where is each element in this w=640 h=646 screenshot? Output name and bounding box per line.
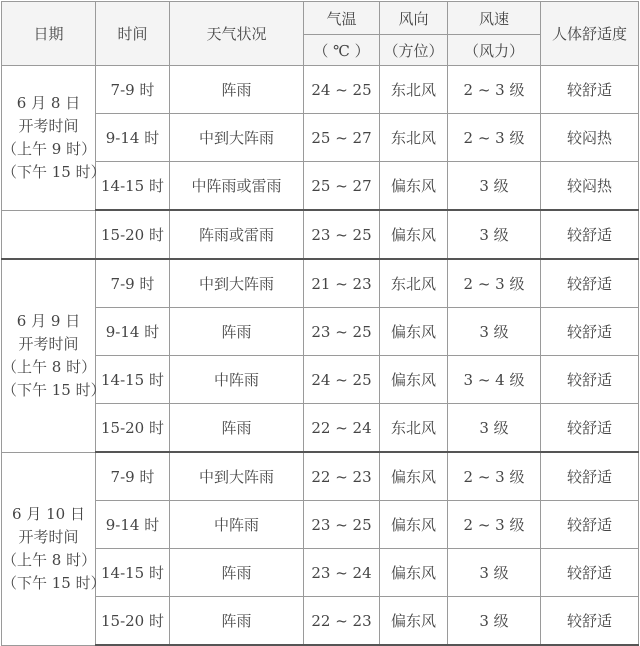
date-cell — [2, 210, 96, 259]
comfort-cell: 较舒适 — [541, 308, 639, 356]
temp-cell: 21 ~ 23 — [304, 259, 380, 308]
header-date: 日期 — [2, 2, 96, 66]
header-wind-dir: 风向 — [380, 2, 448, 35]
date-line: 开考时间 — [18, 334, 79, 353]
date-line: （下午 15 时） — [2, 380, 106, 399]
date-line: （下午 15 时） — [2, 573, 106, 592]
wind-speed-cell: 3 ~ 4 级 — [448, 356, 541, 404]
header-comfort: 人体舒适度 — [541, 2, 639, 66]
wind-speed-cell: 3 级 — [448, 597, 541, 646]
comfort-cell: 较闷热 — [541, 114, 639, 162]
comfort-cell: 较舒适 — [541, 549, 639, 597]
wind-speed-cell: 3 级 — [448, 404, 541, 453]
weather-cell: 阵雨 — [170, 549, 304, 597]
comfort-cell: 较舒适 — [541, 356, 639, 404]
temp-cell: 23 ~ 25 — [304, 501, 380, 549]
temp-cell: 24 ~ 25 — [304, 356, 380, 404]
wind-speed-cell: 2 ~ 3 级 — [448, 66, 541, 114]
header-wind-dir-unit: （方位） — [380, 35, 448, 66]
header-temp-unit: （ ℃ ） — [304, 35, 380, 66]
temp-cell: 23 ~ 25 — [304, 210, 380, 259]
table-row — [2, 114, 639, 162]
date-line: （上午 8 时） — [2, 357, 97, 376]
weather-cell: 中阵雨 — [170, 501, 304, 549]
comfort-cell: 较舒适 — [541, 404, 639, 453]
wind-speed-cell: 2 ~ 3 级 — [448, 114, 541, 162]
wind-dir-cell: 偏东风 — [380, 597, 448, 646]
wind-dir-cell: 偏东风 — [380, 210, 448, 259]
date-line: （上午 8 时） — [2, 550, 97, 569]
temp-cell: 25 ~ 27 — [304, 162, 380, 211]
wind-speed-cell: 3 级 — [448, 210, 541, 259]
temp-cell: 24 ~ 25 — [304, 66, 380, 114]
table-row — [2, 210, 639, 259]
date-line: 6 月 9 日 — [16, 311, 81, 330]
date-line: 6 月 8 日 — [16, 93, 81, 112]
wind-dir-cell: 偏东风 — [380, 501, 448, 549]
header-wind-speed-unit: （风力） — [448, 35, 541, 66]
wind-speed-cell: 3 级 — [448, 549, 541, 597]
weather-cell: 中阵雨 — [170, 356, 304, 404]
time-cell: 7-9 时 — [96, 259, 170, 308]
date-line: 开考时间 — [18, 116, 79, 135]
time-cell: 9-14 时 — [96, 308, 170, 356]
time-cell: 14-15 时 — [96, 162, 170, 211]
table-row — [2, 597, 639, 646]
comfort-cell: 较舒适 — [541, 259, 639, 308]
time-cell: 14-15 时 — [96, 549, 170, 597]
wind-dir-cell: 东北风 — [380, 66, 448, 114]
weather-cell: 中到大阵雨 — [170, 114, 304, 162]
time-cell: 7-9 时 — [96, 452, 170, 501]
header-wind-speed: 风速 — [448, 2, 541, 35]
comfort-cell: 较闷热 — [541, 162, 639, 211]
weather-cell: 阵雨或雷雨 — [170, 210, 304, 259]
wind-dir-cell: 东北风 — [380, 114, 448, 162]
header-weather: 天气状况 — [170, 2, 304, 66]
date-cell — [2, 259, 106, 452]
temp-cell: 22 ~ 24 — [304, 404, 380, 453]
wind-speed-cell: 2 ~ 3 级 — [448, 259, 541, 308]
date-line: （下午 15 时） — [2, 162, 106, 181]
wind-dir-cell: 偏东风 — [380, 452, 448, 501]
temp-cell: 22 ~ 23 — [304, 597, 380, 646]
time-cell: 7-9 时 — [96, 66, 170, 114]
wind-dir-cell: 偏东风 — [380, 549, 448, 597]
weather-cell: 阵雨 — [170, 404, 304, 453]
comfort-cell: 较舒适 — [541, 66, 639, 114]
comfort-cell: 较舒适 — [541, 210, 639, 259]
time-cell: 15-20 时 — [96, 210, 170, 259]
table-row — [2, 404, 639, 453]
comfort-cell: 较舒适 — [541, 452, 639, 501]
weather-cell: 阵雨 — [170, 308, 304, 356]
header-temp: 气温 — [304, 2, 380, 35]
time-cell: 9-14 时 — [96, 114, 170, 162]
table-row — [2, 66, 639, 114]
wind-dir-cell: 偏东风 — [380, 356, 448, 404]
header-time: 时间 — [96, 2, 170, 66]
table-row — [2, 452, 639, 501]
wind-speed-cell: 3 级 — [448, 162, 541, 211]
weather-cell: 阵雨 — [170, 66, 304, 114]
forecast-table-body — [2, 2, 639, 646]
temp-cell: 22 ~ 23 — [304, 452, 380, 501]
weather-cell: 中到大阵雨 — [170, 452, 304, 501]
date-line: 开考时间 — [18, 527, 79, 546]
date-cell — [2, 452, 106, 645]
date-line: 6 月 10 日 — [12, 504, 85, 523]
time-cell: 9-14 时 — [96, 501, 170, 549]
weather-cell: 中到大阵雨 — [170, 259, 304, 308]
date-line: （上午 9 时） — [2, 139, 97, 158]
header-row — [2, 2, 639, 35]
time-cell: 15-20 时 — [96, 404, 170, 453]
table-row — [2, 308, 639, 356]
wind-dir-cell: 东北风 — [380, 404, 448, 453]
comfort-cell: 较舒适 — [541, 501, 639, 549]
time-cell: 14-15 时 — [96, 356, 170, 404]
date-cell — [2, 66, 106, 211]
temp-cell: 25 ~ 27 — [304, 114, 380, 162]
wind-speed-cell: 2 ~ 3 级 — [448, 501, 541, 549]
temp-cell: 23 ~ 24 — [304, 549, 380, 597]
wind-speed-cell: 3 级 — [448, 308, 541, 356]
weather-forecast-table — [1, 1, 639, 646]
comfort-cell: 较舒适 — [541, 597, 639, 646]
wind-dir-cell: 偏东风 — [380, 162, 448, 211]
temp-cell: 23 ~ 25 — [304, 308, 380, 356]
wind-dir-cell: 偏东风 — [380, 308, 448, 356]
table-row — [2, 259, 639, 308]
time-cell: 15-20 时 — [96, 597, 170, 646]
table-row — [2, 501, 639, 549]
weather-cell: 中阵雨或雷雨 — [170, 162, 304, 211]
weather-cell: 阵雨 — [170, 597, 304, 646]
wind-dir-cell: 东北风 — [380, 259, 448, 308]
wind-speed-cell: 2 ~ 3 级 — [448, 452, 541, 501]
